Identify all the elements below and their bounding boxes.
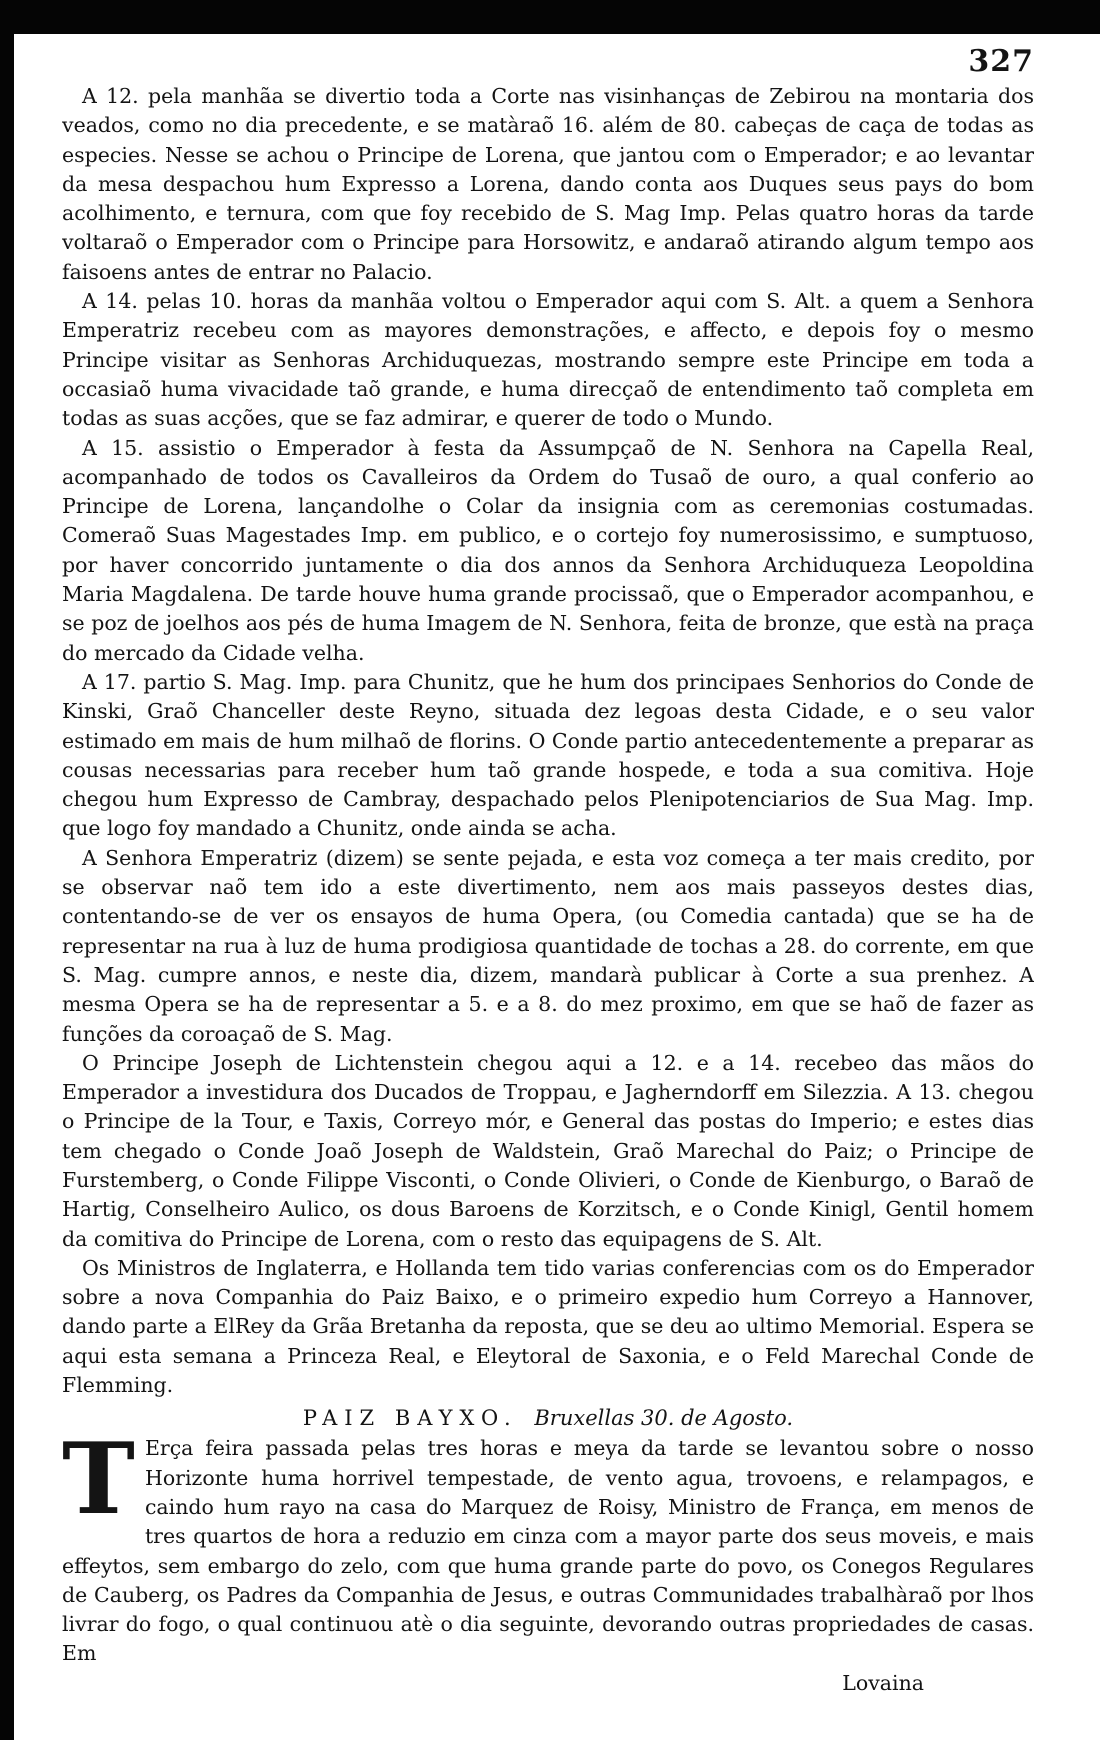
paragraph-ministers: Os Ministros de Inglaterra, e Hollanda tem tido varias conferencias com os do Emperador sobre a nova Companhia do Paiz Baixo, e o primeiro expedio hum Correyo a Hannover, dando parte a ElRey da Grãa Bretanha da reposta, que se deu ao ultimo Memorial. Espera se aqui esta semana a Princeza Real, e Eleytoral de Saxonia, e o Feld Marechal Conde de Flemming.: [62, 1255, 1034, 1398]
paragraph-brussels-storm: [62, 1422, 1034, 1668]
article-body: [62, 82, 1034, 1697]
scan-top-border: [0, 0, 1100, 34]
page-number: 327: [968, 44, 1034, 79]
paragraph-brussels-storm-text: Erça feira passada pelas tres horas e meya da tarde se levantou sobre o nosso Horizonte huma horrivel tempestade, de vento agua, trovoens, e relampagos, e caindo hum rayo na casa do Marquez de Roisy, Ministro de França, em menos de tres quartos de hora a reduzio em cinza com a mayor parte dos seus moveis, e mais effeytos, sem embargo do zelo, com que huma grande parte do povo, os Conegos Regulares de Cauberg, os Padres da Companhia de Jesus, e outras Communidades trabalhàraõ por lhos livrar do fogo, o qual continuou atè o dia seguinte, devorando outras propriedades de casas. Em: [62, 1436, 1034, 1666]
catchword: Lovaina: [842, 1670, 924, 1695]
paragraph-assumption-feast: A 15. assistio o Emperador à festa da Assumpçaõ de N. Senhora na Capella Real, acompanhado de todos os Cavalleiros da Ordem do Tusaõ de ouro, a qual conferio ao Principe de Lorena, lançandolhe o Colar da insignia com as ceremonias costumadas. Comeraõ Suas Magestades Imp. em publico, e o cortejo foy numerosissimo, e sumptuoso, por haver concorrido juntamente o dia dos annos da Senhora Archiduqueza Leopoldina Maria Magdalena. De tarde houve huma grande procissaõ, que o Emperador acompanhou, e se poz de joelhos aos pés de huma Imagem de N. Senhora, feita de bronze, que està na praça do mercado da Cidade velha.: [62, 435, 1034, 665]
section-heading: [62, 1404, 1034, 1432]
paragraph-chunitz-departure: A 17. partio S. Mag. Imp. para Chunitz, que he hum dos principaes Senhorios do Conde de Kinski, Graõ Chanceller deste Reyno, situada dez legoas desta Cidade, e o seu valor estimado em mais de hum milhaõ de florins. O Conde partio antecedentemente a preparar as cousas necessarias para receber hum taõ grande hospede, e toda a sua comitiva. Hoje chegou hum Expresso de Cambray, despachado pelos Plenipotenciarios de Sua Mag. Imp. que logo foy mandado a Chunitz, onde ainda se acha.: [62, 669, 1034, 841]
section-country: PAIZ BAYXO.: [302, 1406, 518, 1431]
paragraph-hunt-zebirou: A 12. pela manhãa se divertio toda a Corte nas visinhanças de Zebirou na montaria dos veados, como no dia precedente, e se matàraõ 16. além de 80. cabeças de caça de todas as especies. Nesse se achou o Principe de Lorena, que jantou com o Emperador; e ao levantar da mesa despachou hum Expresso a Lorena, dando conta aos Duques seus pays do bom acolhimento, e ternura, com que foy recebido de S. Mag Imp. Pelas quatro horas da tarde voltaraõ o Emperador com o Principe para Horsowitz, e andaraõ atirando algum tempo aos faisoens antes de entrar no Palacio.: [62, 84, 1034, 284]
section-place-date: Bruxellas 30. de Agosto.: [534, 1406, 794, 1431]
paragraph-empress-opera: A Senhora Emperatriz (dizem) se sente pejada, e esta voz começa a ter mais credito, por se observar naõ tem ido a este divertimento, nem aos mais passeyos destes dias, contentando-se de ver os ensayos de huma Opera, (ou Comedia cantada) que se ha de representar na rua à luz de huma prodigiosa quantidade de tochas a 28. do corrente, em que S. Mag. cumpre annos, e neste dia, dizem, mandarà publicar à Corte a sua prenhez. A mesma Opera se ha de representar a 5. e a 8. do mez proximo, em que se haõ de fazer as funções da coroaçaõ de S. Mag.: [62, 845, 1034, 1046]
paragraph-emperor-return: A 14. pelas 10. horas da manhãa voltou o Emperador aqui com S. Alt. a quem a Senhora Emperatriz recebeu com as mayores demonstrações, e affecto, e depois foy o mesmo Principe visitar as Senhoras Archiduquezas, mostrando sempre este Principe em toda a occasiaõ huma vivacidade taõ grande, e huma direcçaõ de entendimento taõ completa em todas as suas acções, que se faz admirar, e querer de todo o Mundo.: [62, 289, 1034, 431]
newspaper-page: [62, 40, 1034, 1700]
paragraph-arrivals: O Principe Joseph de Lichtenstein chegou aqui a 12. e a 14. recebeo das mãos do Emperador a investidura dos Ducados de Troppau, e Jagherndorff em Silezzia. A 13. chegou o Principe de la Tour, e Taxis, Correyo mór, e General das postas do Imperio; e estes dias tem chegado o Conde Joaõ Joseph de Waldstein, Graõ Marechal do Paiz; o Principe de Furstemberg, o Conde Filippe Visconti, o Conde Olivieri, o Conde de Kienburgo, o Baraõ de Hartig, Conselheiro Aulico, os dous Baroens de Korzitsch, e o Conde Kinigl, Gentil homem da comitiva do Principe de Lorena, com o resto das equipagens de S. Alt.: [62, 1050, 1034, 1251]
scan-left-border: [0, 0, 14, 1740]
drop-cap-letter: T: [62, 1422, 135, 1538]
